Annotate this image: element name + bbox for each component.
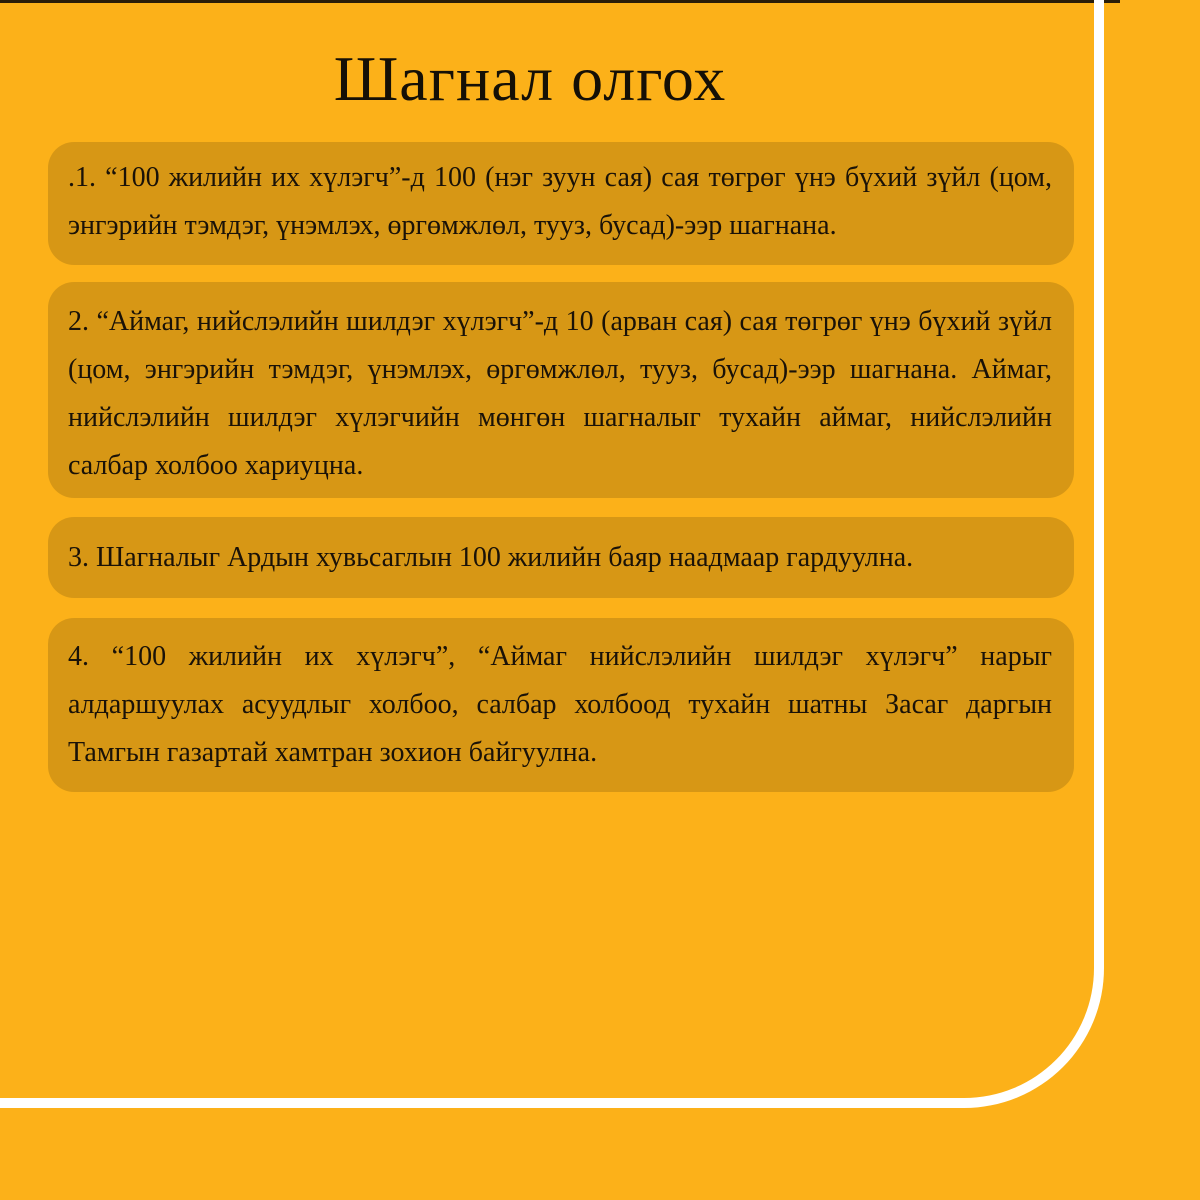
award-item-3 [48,517,1074,598]
award-item-text: .1. “100 жилийн их хүлэгч”-д 100 (нэг зуун сая) сая төгрөг үнэ бүхий зүйл (цом, энгэрийн тэмдэг, үнэмлэх, өргөмжлөл, тууз, бусад)-ээр шагнана. [68,162,1052,241]
award-item-2 [48,282,1074,498]
award-item-4 [48,618,1074,792]
award-item-text: 2. “Аймаг, нийслэлийн шилдэг хүлэгч”-д 10 (арван сая) сая төгрөг үнэ бүхий зүйл (цом, энгэрийн тэмдэг, үнэмлэх, өргөмжлөл, тууз, бусад)-ээр шагнана. Аймаг, нийслэлийн шилдэг хүлэгчийн мөнгөн шагналыг тухайн аймаг, нийслэлийн салбар холбоо хариуцна. [68,306,1052,481]
award-item-1 [48,142,1074,265]
award-item-text: 4. “100 жилийн их хүлэгч”, “Аймаг нийслэлийн шилдэг хүлэгч” нарыг алдаршуулах асуудлыг холбоо, салбар холбоод тухайн шатны Засаг даргын Тамгын газартай хамтран зохион байгуулна. [68,641,1052,768]
page-title: Шагнал олгох [333,43,727,114]
award-item-text: 3. Шагналыг Ардын хувьсаглын 100 жилийн баяр наадмаар гардуулна. [68,542,914,573]
